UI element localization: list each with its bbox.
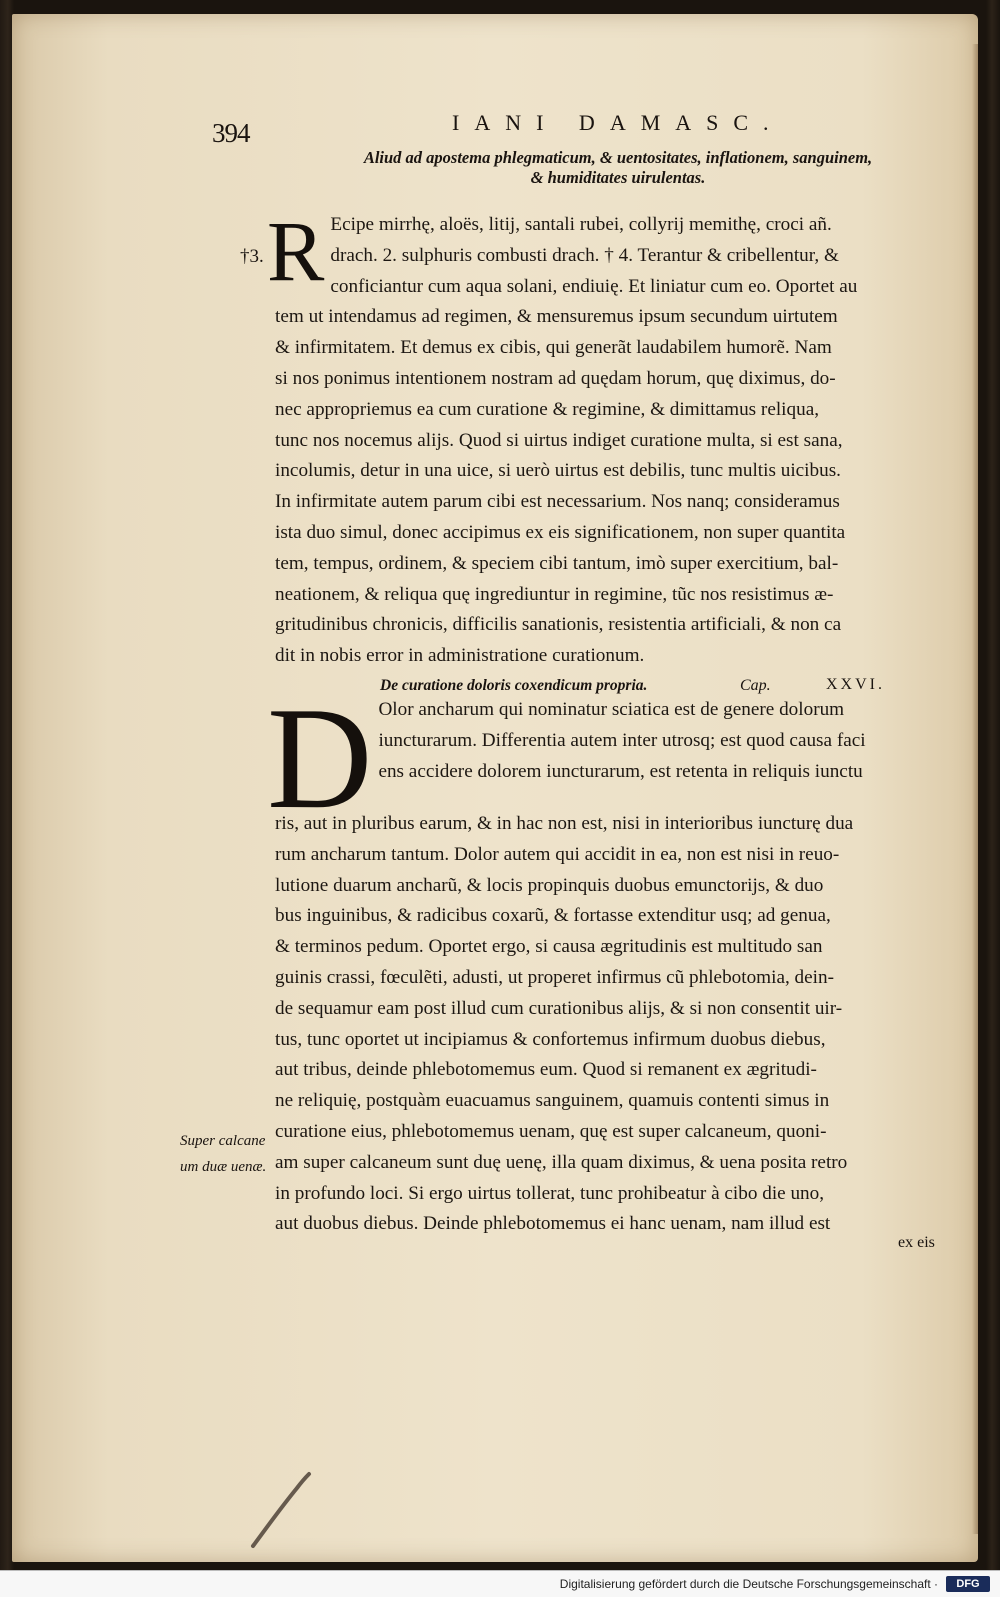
text-line: dit in nobis error in administratione curationum.	[275, 645, 645, 667]
text-line: de sequamur eam post illud cum curationibus alijs, & si non consentit uir-	[275, 997, 843, 1019]
margin-note-line2: um duæ uenæ.	[180, 1159, 267, 1175]
text-line: ris, aut in pluribus earum, & in hac non est, nisi in interioribus iuncturę dua	[275, 813, 854, 834]
text-line: aut tribus, deinde phlebotomemus eum. Quod si remanent ex ægritudi-	[275, 1059, 817, 1081]
text-line: drach. 2. sulphuris combusti drach. † 4. Terantur & cribellentur, &	[330, 244, 839, 266]
text-line: am super calcaneum sunt duę uenę, illa quam diximus, & uena posita retro	[275, 1151, 848, 1173]
text-line: nec appropriemus ea cum curatione & regimine, & dimittamus reliqua,	[275, 398, 820, 420]
text-line: in profundo loci. Si ergo uirtus tollerat, tunc prohibeatur à cibo die uno,	[275, 1182, 825, 1204]
section1-paragraph	[267, 203, 935, 672]
margin-mark: †3.	[240, 246, 264, 267]
dfg-logo: DFG	[946, 1576, 990, 1592]
catchword: ex eis	[898, 1234, 935, 1251]
chapter-label: Cap.	[740, 677, 771, 694]
text-line: tus, tunc oportet ut incipiamus & confortemus infirmum duobus diebus,	[275, 1028, 826, 1050]
text-line: In infirmitate autem parum cibi est necessarium. Nos nanq; consideramus	[275, 491, 840, 513]
text-line: curatione eius, phlebotomemus uenam, quę est super calcaneum, quoni-	[275, 1120, 827, 1142]
section1-title	[338, 148, 898, 188]
text-line: Olor ancharum qui nominatur sciatica est de genere dolorum	[378, 699, 845, 720]
text-line: incolumis, detur in una uice, si uerò uirtus est debilis, tunc multis uicibus.	[275, 460, 841, 482]
text-line: aut duobus diebus. Deinde phlebotomemus ei hanc uenam, nam illud est	[275, 1213, 831, 1235]
text-line: neationem, & reliqua quę ingrediuntur in regimine, tũc nos resistimus æ-	[275, 583, 834, 605]
text-line: lutione duarum ancharũ, & locis propinquis duobus emunctorijs, & duo	[275, 874, 824, 896]
chapter-number: XXVI.	[826, 676, 885, 693]
text-line: bus inguinibus, & radicibus coxarũ, & fortasse extenditur usq; ad genua,	[275, 905, 831, 927]
margin-note-line1: Super calcane	[180, 1133, 266, 1149]
section1-title-line1: Aliud ad apostema phlegmaticum, & uentositates, inflationem, sanguinem,	[363, 148, 873, 167]
text-line: rum ancharum tantum. Dolor autem qui accidit in ea, non est nisi in reuo-	[275, 843, 840, 865]
text-line: tem, tempus, ordinem, & speciem cibi tantum, imò super exercitium, bal-	[275, 552, 839, 574]
footer-credit: Digitalisierung gefördert durch die Deutsche Forschungsgemeinschaft ·	[559, 1577, 938, 1591]
section2-title: De curatione doloris coxendicum propria.	[380, 677, 648, 694]
text-line: Ecipe mirrhę, aloës, litij, santali rubei, collyrij memithę, croci añ.	[330, 214, 832, 235]
text-line: & infirmitatem. Et demus ex cibis, qui generãt laudabilem humorẽ. Nam	[275, 337, 832, 359]
text-line: si nos ponimus intentionem nostram ad quędam horum, quę diximus, do-	[275, 367, 836, 389]
text-line: ne reliquię, postquàm euacuamus sanguinem, quamuis contenti simus in	[275, 1090, 830, 1112]
text-line: iuncturarum. Differentia autem inter utrosq; est quod causa faci	[378, 729, 866, 751]
text-line: ista duo simul, donec accipimus ex eis significationem, non super quantita	[275, 521, 846, 543]
section1-title-line2: & humiditates uirulentas.	[530, 168, 706, 187]
ink-stroke-mark	[245, 1470, 325, 1550]
page-number: 394	[212, 118, 250, 148]
margin-note	[180, 1128, 290, 1180]
page-edge-shadow	[972, 44, 978, 1534]
text-line: & terminos pedum. Oportet ergo, si causa ægritudinis est multitudo san	[275, 936, 823, 958]
text-line: conficiantur cum aqua solani, endiuię. Et liniatur cum eo. Oportet au	[330, 275, 858, 297]
text-line: ens accidere dolorem iuncturarum, est retenta in reliquis iunctu	[378, 760, 863, 782]
text-line: tem ut intendamus ad regimen, & mensuremus ipsum secundum uirtutem	[275, 306, 838, 328]
text-line: gritudinibus chronicis, difficilis sanationis, resistentia artificiali, & non ca	[275, 614, 842, 636]
section1-dropcap: R	[267, 203, 325, 299]
digitization-footer	[0, 1570, 1000, 1597]
text-line: tunc nos nocemus alijs. Quod si uirtus indiget curatione multa, si est sana,	[275, 429, 843, 451]
section2-dropcap: D	[267, 677, 373, 839]
running-head: IANI DAMASC.	[452, 110, 784, 135]
text-line: guinis crassi, fœculẽti, adusti, ut properet infirmus cũ phlebotomia, dein-	[275, 966, 834, 988]
